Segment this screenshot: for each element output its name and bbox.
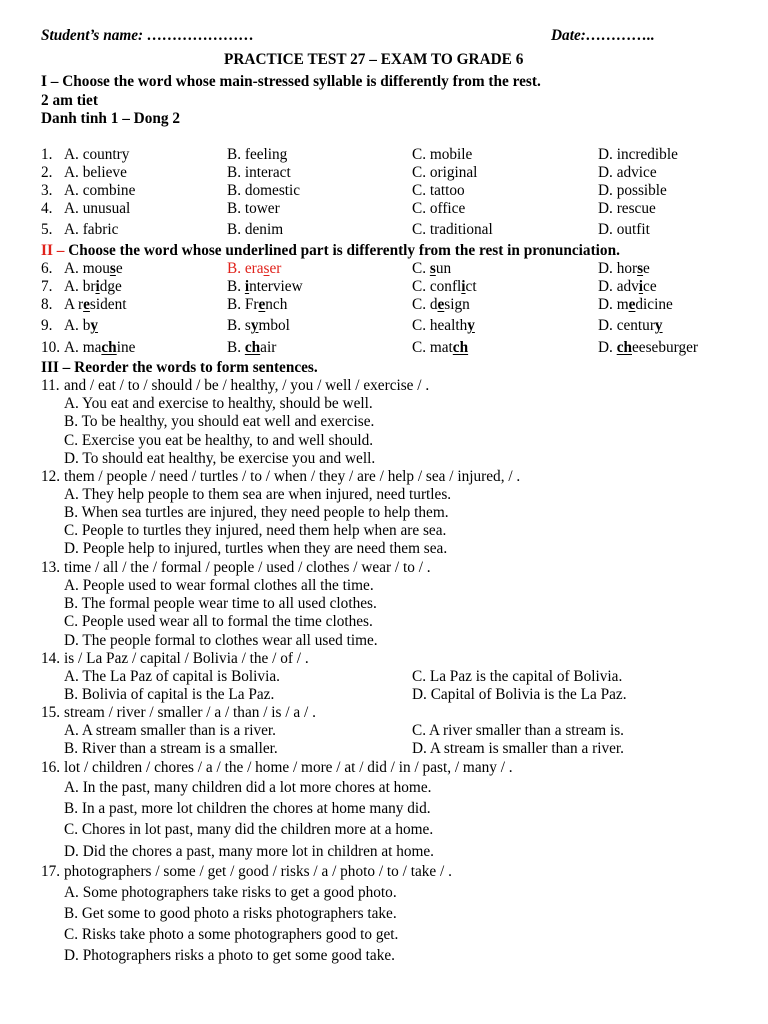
option-b: B. River than a stream is a smaller.	[64, 740, 278, 757]
question-number: 13.	[41, 559, 61, 576]
option-c: C. traditional	[412, 221, 493, 238]
section1-heading: I – Choose the word whose main-stressed syllable is differently from the rest.	[41, 73, 541, 90]
option-d: D. The people formal to clothes wear all used time.	[64, 632, 378, 649]
option-b: B. interact	[227, 164, 291, 181]
option-a: A. unusual	[64, 200, 131, 217]
question-number: 11.	[41, 377, 60, 394]
question-prompt: them / people / need / turtles / to / when / they / are / help / sea / injured, / .	[64, 468, 521, 485]
student-name-label: Student’s name: …………………	[41, 27, 255, 44]
option-b: B. domestic	[227, 182, 301, 199]
section2-heading-text: Choose the word whose underlined part is differently from the rest in pronunciation.	[68, 242, 620, 259]
option-b: B. Get some to good photo a risks photographers take.	[64, 905, 397, 922]
option-c: C. original	[412, 164, 478, 181]
question-number: 16.	[41, 759, 61, 776]
option-d: D. rescue	[598, 200, 656, 217]
option-d: D. advice	[598, 278, 657, 295]
date-label: Date:…………..	[551, 27, 655, 44]
option-d: D. century	[598, 317, 663, 334]
question-prompt: and / eat / to / should / be / healthy, / you / well / exercise / .	[64, 377, 430, 394]
option-c: C. sun	[412, 260, 452, 277]
option-c: C. People to turtles they injured, need them help when are sea.	[64, 522, 447, 539]
option-b: B. tower	[227, 200, 280, 217]
option-c: C. match	[412, 339, 469, 356]
option-c: C. Risks take photo a some photographers good to get.	[64, 926, 399, 943]
option-a: A. bridge	[64, 278, 122, 295]
question-number: 5.	[41, 221, 53, 238]
option-c: C. Chores in lot past, many did the children more at a home.	[64, 821, 434, 838]
section2-heading	[41, 242, 620, 260]
option-d: D. People help to injured, turtles when they are need them sea.	[64, 540, 448, 557]
option-d: D. To should eat healthy, be exercise you and well.	[64, 450, 376, 467]
option-c: C. design	[412, 296, 470, 313]
option-a: A. Some photographers take risks to get a good photo.	[64, 884, 397, 901]
section3-heading: III – Reorder the words to form sentences.	[41, 359, 318, 376]
option-d: D. possible	[598, 182, 667, 199]
option-c: C. conflict	[412, 278, 477, 295]
option-b: B. French	[227, 296, 288, 313]
option-a: A. The La Paz of capital is Bolivia.	[64, 668, 280, 685]
option-d: D. A stream is smaller than a river.	[412, 740, 624, 757]
question-number: 10.	[41, 339, 61, 356]
option-a: A. combine	[64, 182, 136, 199]
option-a: A. fabric	[64, 221, 119, 238]
option-c: C. mobile	[412, 146, 473, 163]
option-c: C. La Paz is the capital of Bolivia.	[412, 668, 623, 685]
option-d: D. horse	[598, 260, 650, 277]
option-b: B. symbol	[227, 317, 290, 334]
question-number: 17.	[41, 863, 61, 880]
option-a: A resident	[64, 296, 127, 313]
option-b: B. denim	[227, 221, 284, 238]
question-number: 7.	[41, 278, 53, 295]
question-prompt: time / all / the / formal / people / used / clothes / wear / to / .	[64, 559, 431, 576]
option-a: A. believe	[64, 164, 127, 181]
option-d: D. incredible	[598, 146, 678, 163]
section1-note: Danh tinh 1 – Dong 2	[41, 110, 180, 127]
option-a: A. People used to wear formal clothes all the time.	[64, 577, 374, 594]
section1-note: 2 am tiet	[41, 92, 98, 109]
option-c: C. office	[412, 200, 466, 217]
option-d: D. outfit	[598, 221, 650, 238]
question-number: 2.	[41, 164, 53, 181]
option-a: A. They help people to them sea are when injured, need turtles.	[64, 486, 452, 503]
option-c: C. tattoo	[412, 182, 465, 199]
option-c: C. Exercise you eat be healthy, to and well should.	[64, 432, 374, 449]
question-number: 15.	[41, 704, 61, 721]
option-b: B. When sea turtles are injured, they need people to help them.	[64, 504, 449, 521]
question-prompt: lot / children / chores / a / the / home / more / at / did / in / past, / many / .	[64, 759, 513, 776]
page-title: PRACTICE TEST 27 – EXAM TO GRADE 6	[224, 51, 524, 68]
option-a: A. A stream smaller than is a river.	[64, 722, 276, 739]
option-b: B. feeling	[227, 146, 288, 163]
question-number: 6.	[41, 260, 53, 277]
option-a: A. You eat and exercise to healthy, should be well.	[64, 395, 373, 412]
option-b: B. eraser	[227, 260, 282, 277]
question-number: 1.	[41, 146, 53, 163]
option-a: A. In the past, many children did a lot more chores at home.	[64, 779, 432, 796]
option-b: B. Bolivia of capital is the La Paz.	[64, 686, 275, 703]
question-number: 12.	[41, 468, 61, 485]
question-prompt: is / La Paz / capital / Bolivia / the / of / .	[64, 650, 309, 667]
option-a: A. machine	[64, 339, 136, 356]
question-number: 4.	[41, 200, 53, 217]
option-d: D. Photographers risks a photo to get some good take.	[64, 947, 395, 964]
question-number: 8.	[41, 296, 53, 313]
question-prompt: photographers / some / get / good / risks / a / photo / to / take / .	[64, 863, 452, 880]
question-number: 3.	[41, 182, 53, 199]
option-b: B. The formal people wear time to all used clothes.	[64, 595, 377, 612]
option-a: A. by	[64, 317, 99, 334]
question-number: 9.	[41, 317, 53, 334]
option-d: D. advice	[598, 164, 657, 181]
section2-heading-prefix: II –	[41, 242, 69, 259]
option-b: B. To be healthy, you should eat well and exercise.	[64, 413, 375, 430]
question-prompt: stream / river / smaller / a / than / is / a / .	[64, 704, 316, 721]
option-b: B. In a past, more lot children the chores at home many did.	[64, 800, 431, 817]
option-b: B. interview	[227, 278, 303, 295]
option-d: D. medicine	[598, 296, 673, 313]
option-d: D. Capital of Bolivia is the La Paz.	[412, 686, 627, 703]
option-c: C. People used wear all to formal the time clothes.	[64, 613, 373, 630]
option-a: A. mouse	[64, 260, 123, 277]
option-a: A. country	[64, 146, 130, 163]
option-d: D. Did the chores a past, many more lot in children at home.	[64, 843, 435, 860]
option-d: D. cheeseburger	[598, 339, 698, 356]
option-c: C. healthy	[412, 317, 475, 334]
question-number: 14.	[41, 650, 61, 667]
option-b: B. chair	[227, 339, 277, 356]
option-c: C. A river smaller than a stream is.	[412, 722, 624, 739]
